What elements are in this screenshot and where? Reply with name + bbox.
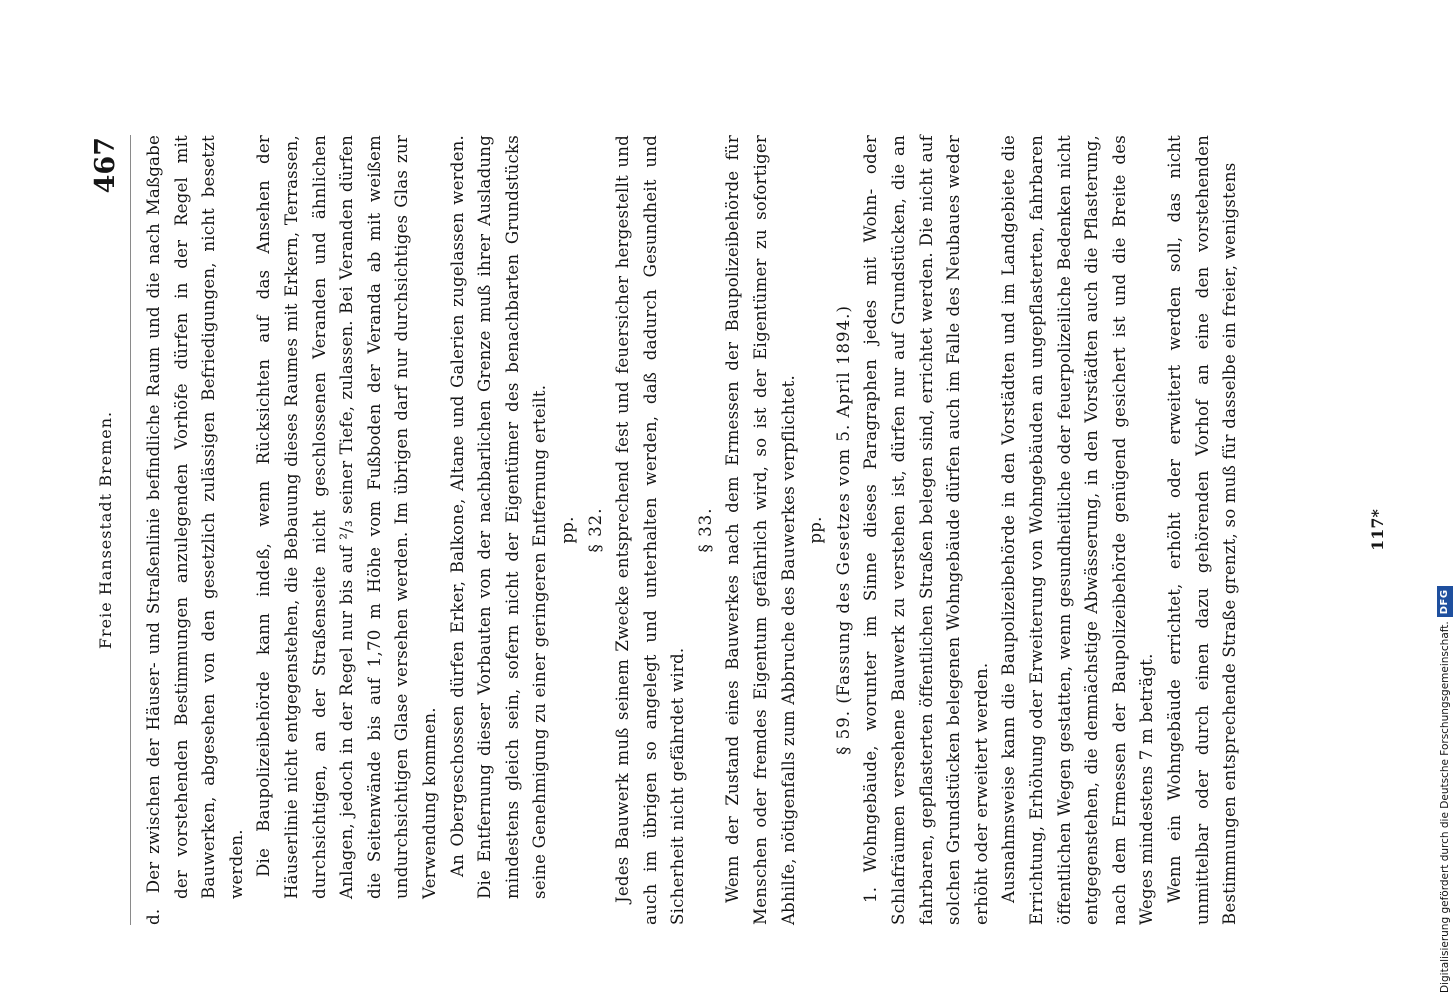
rotated-page — [90, 135, 1387, 925]
section-32-text: Jedes Bauwerk muß seinem Zwecke entsprechend fest und feuersicher hergestellt und auch im übrigen so angelegt und unterhalten werden, daß dadurch Gesundheit und Sicherheit nicht gefährdet wird. — [613, 135, 688, 925]
section-59-heading: § 59. (Fassung des Gesetzes vom 5. April 1894.) — [833, 305, 853, 755]
item-d-paragraph-3: An Obergeschossen dürfen Erker, Balkone, Altane und Galerien zugelassen werden. Die Entfernung dieser Vorbauten von der nachbarlichen Grenze muß ihrer Ausladung mindestens gleich sein, sofern nicht der Eigentümer des benachbarten Grundstücks seine Genehmigung zu einer geringeren Entfernung erteilt. — [447, 135, 550, 899]
section-33-heading: § 33. — [695, 507, 715, 553]
section-59-paragraph-1: 1. Wohngebäude, worunter im Sinne dieses Paragraphen jedes mit Wohn- oder Schlafräumen versehene Bauwerk zu verstehen ist, dürfen nur auf Grundstücken, die an fahrbaren, gepflasterten öffentlichen Straßen belegen sind, errichtet werden. Die nicht auf solchen Grundstücken belegenen Wohngebäude dürfen auch im Falle des Neubaues weder erhöht oder erweitert werden. — [861, 135, 991, 925]
section-32-heading: § 32. — [585, 507, 605, 553]
section-59-paragraph-2: Ausnahmsweise kann die Baupolizeibehörde in den Vorstädten und im Landgebiete die Errichtung, Erhöhung oder Erweiterung von Wohngebäuden an ungepflasterten, fahrbaren öffentlichen Wegen gestatten, wenn gesundheitliche oder feuerpolizeiliche Bedenken nicht entgegenstehen, die demnächstige Abwässerung, in den Vorstädten auch die Pflasterung, nach dem Ermessen der Baupolizeibehörde genügend gesichert ist und die Breite des Weges mindestens 7 m beträgt. — [999, 135, 1157, 925]
dfg-logo: DFG — [1437, 586, 1453, 617]
omission-mark: pp. — [557, 516, 577, 544]
section-59-paragraph-3: Wenn ein Wohngebäude errichtet, erhöht oder erweitert werden soll, das nicht unmittelbar oder durch einen dazu gehörenden Vorhof an eine den vorstehenden Bestimmungen entsprechende Straße grenzt, so muß für dasselbe ein freier, wenigstens — [1164, 135, 1240, 925]
signature-mark: 117* — [1368, 509, 1387, 551]
section-33-text: Wenn der Zustand eines Bauwerkes nach dem Ermessen der Baupolizeibehörde für Menschen oder fremdes Eigentum gefährlich wird, so ist der Eigentümer zu sofortiger Abhilfe, nötigenfalls zum Abbruche des Bauwerkes verpflichtet. — [723, 135, 798, 925]
item-d-text: Der zwischen der Häuser- und Straßenlinie befindliche Raum und die nach Maßgabe der vorstehenden Bestimmungen anzulegenden Vorhöfe dürfen in der Regel mit Bauwerken, abgesehen von den gesetzlich zulässigen Befriedigungen, nicht besetzt werden. — [144, 135, 246, 899]
page-number: 467 — [90, 137, 121, 194]
item-d-paragraph-2: Die Baupolizeibehörde kann indeß, wenn Rücksichten auf das Ansehen der Häuserlinie nicht entgegenstehen, die Bebauung dieses Raumes mit Erkern, Terrassen, durchsichtigen, an der Straßenseite nicht geschlossenen Veranden und ähnlichen Anlagen, jedoch in der Regel nur bis auf ²/₃ seiner Tiefe, zulassen. Bei Veranden dürfen die Seitenwände bis auf 1,70 m Höhe vom Fußboden der Veranda ab mit weißem undurchsichtigen Glase versehen werden. Im übrigen darf nur durchsichtiges Glas zur Verwendung kommen. — [254, 135, 439, 899]
item-d-marker: d. — [144, 908, 163, 925]
credit-text: Digitalisierung gefördert durch die Deutsche Forschungsgemeinschaft. — [1439, 621, 1451, 993]
omission-mark-2: pp. — [806, 516, 826, 544]
running-head: Freie Hansestadt Bremen. — [96, 410, 115, 650]
digitization-credit — [1436, 5, 1454, 995]
page-body — [140, 135, 1244, 925]
item-d-paragraph — [140, 135, 250, 925]
page-header — [90, 135, 131, 925]
